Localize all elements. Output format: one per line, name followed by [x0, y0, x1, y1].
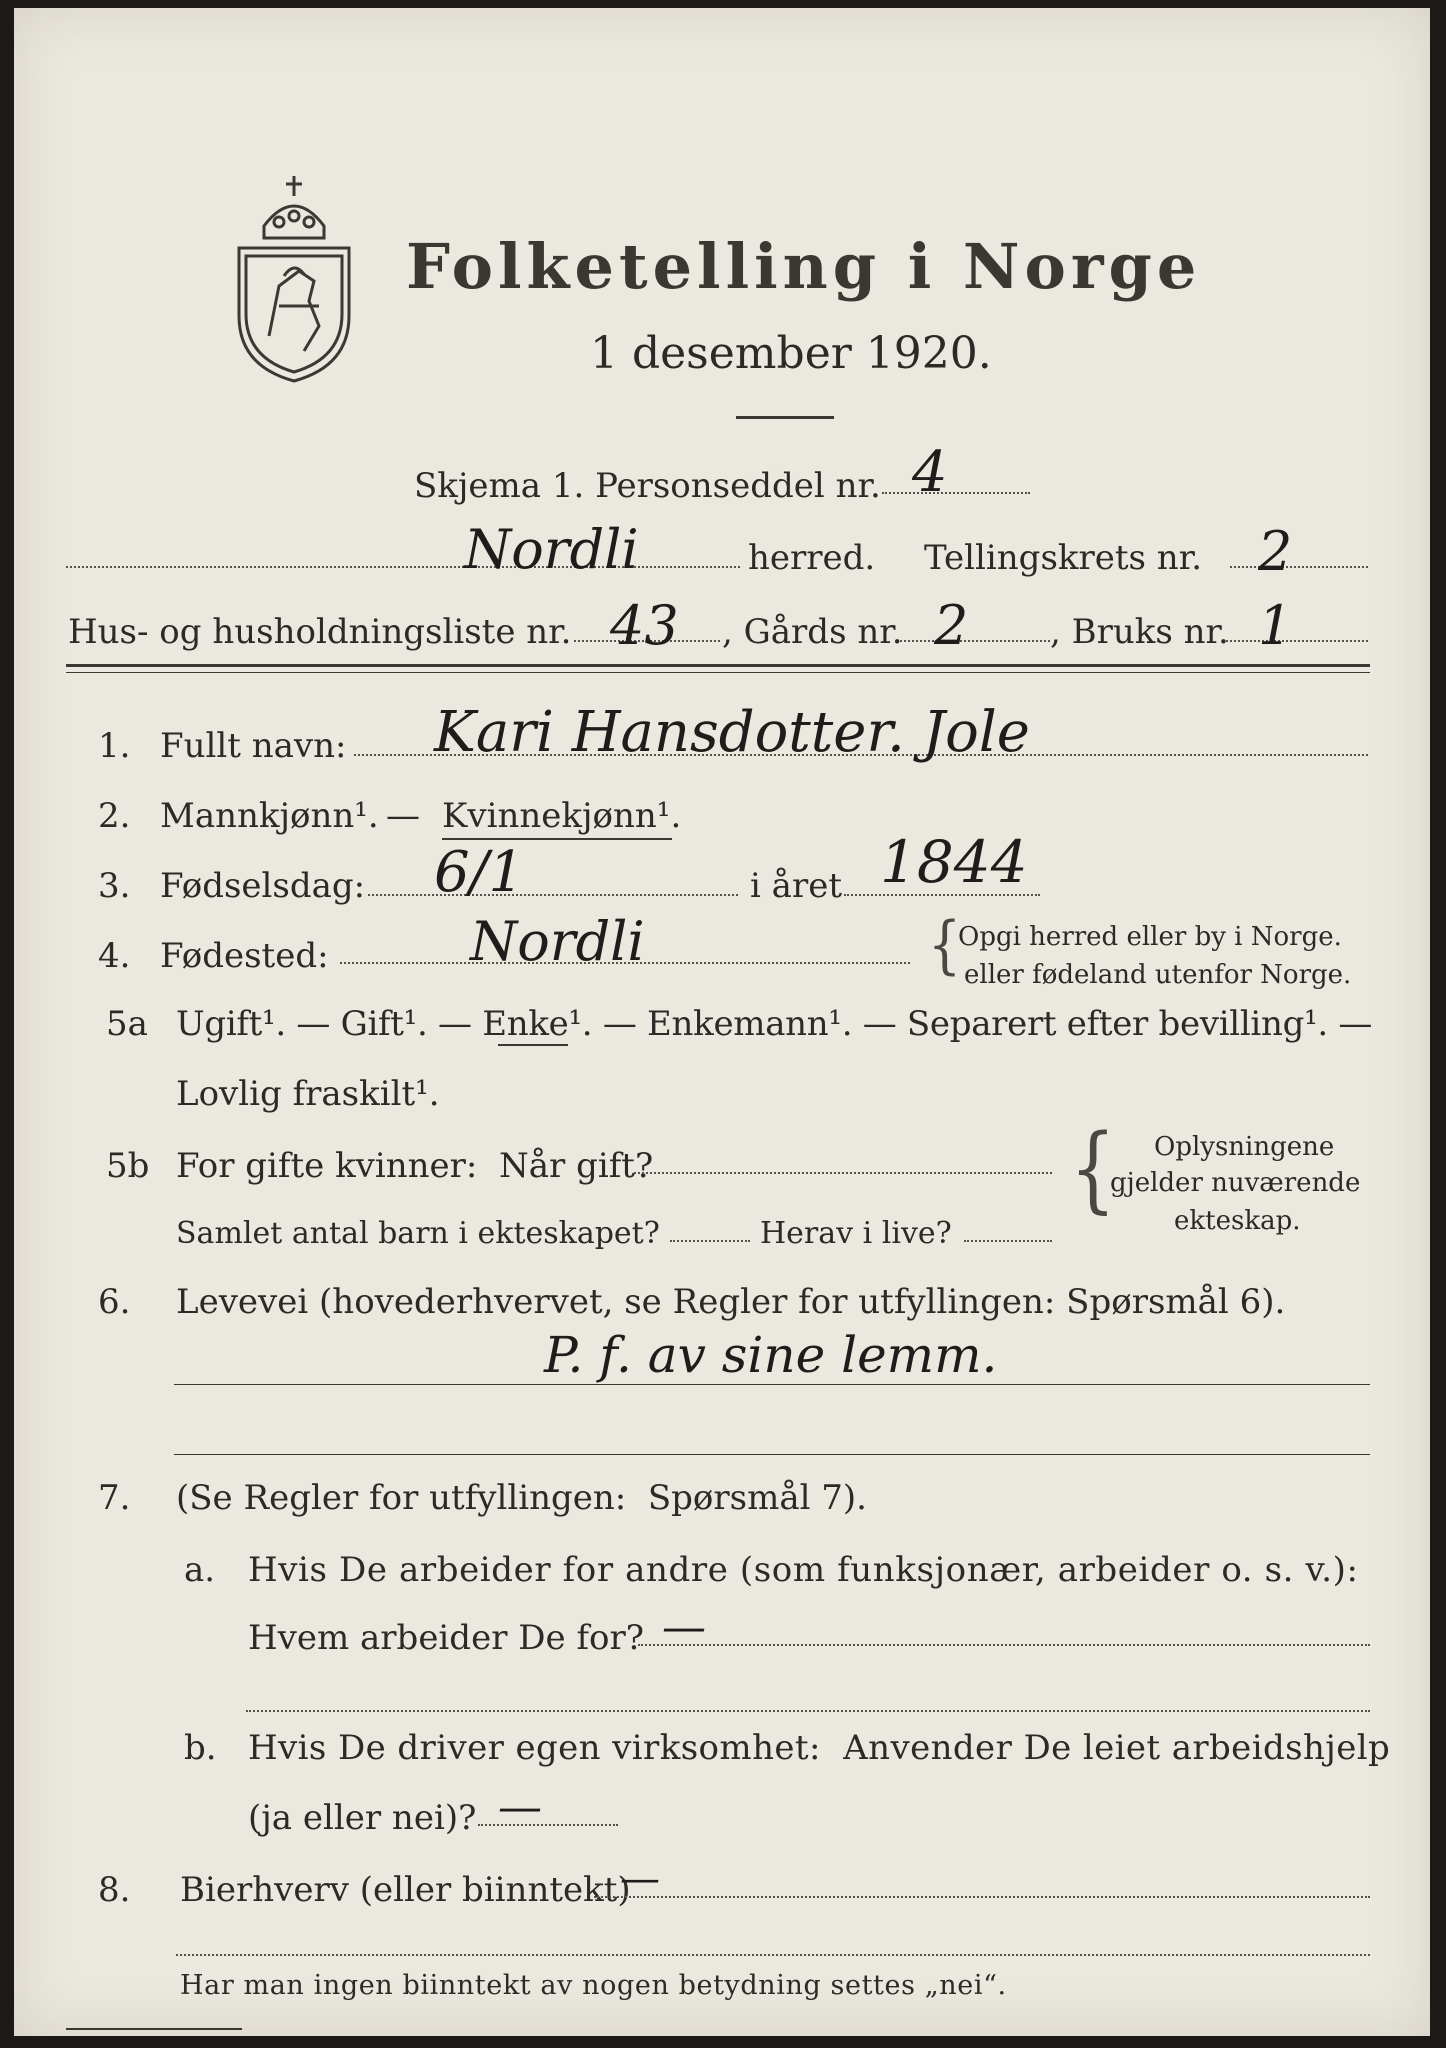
q7a-letter: a. [184, 1550, 216, 1590]
skjema-dotted-line [882, 492, 1030, 494]
q7a-dotted-line [638, 1644, 1370, 1646]
q8-label: Bierhverv (eller biinntekt) [180, 1870, 631, 1910]
q2-male-label: Mannkjønn¹. [160, 796, 379, 836]
q3-number: 3. [98, 866, 131, 906]
q8-number: 8. [98, 1870, 131, 1910]
census-form [14, 8, 1430, 2036]
herred-label: herred. [748, 538, 876, 578]
q5a-line2: Lovlig fraskilt¹. [176, 1074, 440, 1114]
q7b-value[interactable]: — [498, 1782, 542, 1833]
q5b-note-line3: ekteskap. [1174, 1206, 1301, 1236]
gards-label: , Gårds nr. [722, 612, 903, 652]
q1-label: Fullt navn: [160, 726, 347, 766]
q6-label: Levevei (hovederhvervet, se Regler for utfyllingen: Spørsmål 6). [176, 1282, 1286, 1322]
q6-value[interactable]: P. f. av sine lemm. [544, 1326, 998, 1384]
q7b-letter: b. [184, 1728, 217, 1768]
q5a-enke-underline [498, 1044, 568, 1046]
bruks-label: , Bruks nr. [1050, 612, 1229, 652]
q3-label: Fødselsdag: [160, 866, 366, 906]
form-title: Folketelling i Norge [406, 230, 1202, 303]
q5a-line1: Ugift¹. — Gift¹. — Enke¹. — Enkemann¹. — Separert efter bevilling¹. — [176, 1004, 1373, 1044]
header-divider [66, 664, 1370, 667]
tellingskrets-value[interactable]: 2 [1258, 520, 1293, 583]
q5b-alive-dotted-line [964, 1240, 1052, 1242]
q5b-note-line2: gjelder nuværende [1110, 1168, 1361, 1198]
tellingskrets-label: Tellingskrets nr. [924, 538, 1203, 578]
q5b-note-line1: Oplysningene [1154, 1132, 1335, 1162]
coat-of-arms-icon [224, 166, 364, 386]
gards-dotted-line [900, 640, 1050, 642]
q4-value[interactable]: Nordli [470, 910, 645, 973]
skjema-label: Skjema 1. Personseddel nr. [414, 466, 881, 506]
footer-note: Har man ingen biinntekt av nogen betydning settes „nei“. [180, 1970, 1007, 2001]
q4-number: 4. [98, 936, 131, 976]
q5b-label-when: For gifte kvinner: Når gift? [176, 1146, 654, 1186]
bruks-value[interactable]: 1 [1258, 594, 1293, 657]
hus-label: Hus- og husholdningsliste nr. [68, 612, 572, 652]
q7-label: (Se Regler for utfyllingen: Spørsmål 7). [176, 1478, 867, 1518]
q2-number: 2. [98, 796, 131, 836]
q6-number: 6. [98, 1282, 131, 1322]
q4-note-line1: Opgi herred eller by i Norge. [958, 922, 1342, 952]
title-divider [736, 416, 834, 419]
q3-year-label: i året [750, 866, 842, 906]
header-divider-thin [66, 672, 1370, 673]
q3-value[interactable]: 6/1 [434, 840, 525, 905]
q6-answer-line2 [174, 1454, 1370, 1455]
bruks-dotted-line [1226, 640, 1368, 642]
q4-label: Fødested: [160, 936, 329, 976]
q3-year-value[interactable]: 1844 [880, 828, 1028, 896]
q4-brace: { [928, 910, 962, 982]
q8-dotted-line [594, 1896, 1370, 1898]
q5b-label-children: Samlet antal barn i ekteskapet? [176, 1216, 660, 1251]
q1-value[interactable]: Kari Hansdotter. Jole [434, 700, 1030, 765]
q5b-children-dotted-line [670, 1240, 750, 1242]
gards-value[interactable]: 2 [934, 594, 969, 657]
q7a-line2: Hvem arbeider De for? [248, 1618, 644, 1658]
herred-value[interactable]: Nordli [464, 518, 639, 581]
q5b-when-dotted-line [634, 1172, 1052, 1174]
q8-dotted-line2 [176, 1954, 1370, 1956]
q7a-line1: Hvis De arbeider for andre (som funksjonær, arbeider o. s. v.): [248, 1550, 1359, 1590]
q8-value[interactable]: — [620, 1856, 660, 1902]
q4-note-line2: eller fødeland utenfor Norge. [964, 960, 1352, 990]
skjema-value[interactable]: 4 [912, 440, 948, 505]
tellingskrets-dotted-line [1230, 566, 1368, 568]
q7a-value[interactable]: — [662, 1602, 706, 1653]
q5b-number: 5b [106, 1146, 150, 1186]
form-date: 1 desember 1920. [590, 328, 992, 379]
q2-female-label: Kvinnekjønn¹. [442, 796, 682, 836]
q5b-label-alive: Herav i live? [760, 1216, 952, 1251]
footer-rule [66, 2028, 242, 2030]
q5a-number: 5a [106, 1004, 148, 1044]
q3-dotted-line [368, 894, 738, 896]
q6-answer-line1 [174, 1384, 1370, 1385]
q7b-line2: (ja eller nei)? [248, 1798, 477, 1838]
hus-value[interactable]: 43 [610, 594, 679, 657]
q5b-brace: { [1070, 1113, 1116, 1223]
q7a-dotted-line2 [246, 1710, 1370, 1712]
q7b-line1: Hvis De driver egen virksomhet: Anvender De leiet arbeidshjelp [248, 1728, 1391, 1768]
q7-number: 7. [98, 1478, 131, 1518]
q1-number: 1. [98, 726, 131, 766]
q2-separator: — [386, 796, 420, 836]
